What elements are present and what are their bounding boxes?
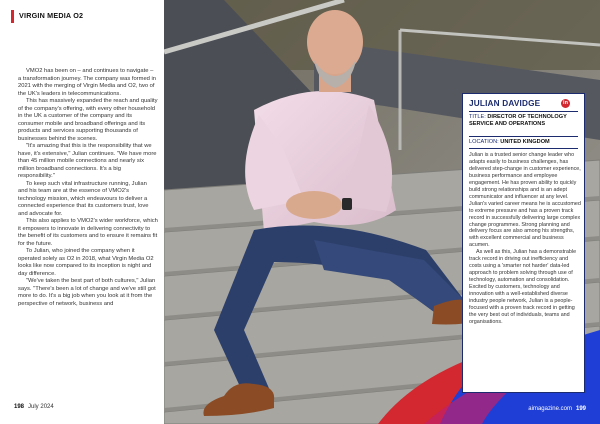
- folio-left: [14, 404, 54, 410]
- divider: [469, 111, 578, 112]
- title-key: TITLE:: [469, 114, 486, 120]
- article-paragraph: To keep such vital infrastructure running, Julian and his team are at the essence of VMO2's technology mission, which endeavours to deliver a connected experience that its customers trust, love and advocate for.: [18, 180, 149, 217]
- profile-bio: [469, 152, 581, 326]
- page-number: 199: [575, 406, 586, 412]
- location-value: UNITED KINGDOM: [500, 139, 550, 145]
- linkedin-icon[interactable]: in: [561, 99, 570, 108]
- site-url: aimagazine.com: [528, 406, 572, 412]
- article-body: [18, 68, 158, 308]
- section-accent-bar: [11, 10, 14, 23]
- left-page: [0, 0, 164, 424]
- article-paragraph: "It's amazing that this is the responsibility that we have, it's extensive," Julian continues. "We have more than 45 million mobile connections and nearly six million broadband connections. It's a big responsibility.": [18, 143, 157, 179]
- profile-location: [469, 139, 579, 146]
- article-paragraph: VMO2 has been on – and continues to navigate – a transformation journey. The company was formed in 2021 with the merging of Virgin Media and O2, two of the UK's leaders in telecommunications.: [18, 68, 157, 97]
- issue-date: July 2024: [28, 404, 54, 410]
- article-paragraph: To Julian, who joined the company when it operated solely as O2 in 2018, what Virgin Media O2 looks like now compared to its inception is night and day difference.: [18, 248, 154, 277]
- article-paragraph: This has massively expanded the reach and quality of the company's offering, with every other household in the UK a customer of the company and its consumer mobile and broadband offerings and its products and services supporting thousands of businesses behind the scenes.: [18, 98, 158, 142]
- divider: [469, 148, 578, 149]
- section-title: VIRGIN MEDIA O2: [19, 11, 84, 20]
- profile-title: [469, 114, 579, 128]
- profile-name: JULIAN DAVIDGE: [469, 99, 541, 108]
- profile-box: [462, 93, 585, 393]
- page-number: 198: [14, 404, 25, 410]
- title-value: DIRECTOR OF TECHNOLOGY SERVICE AND OPERATIONS: [469, 114, 567, 127]
- divider: [469, 136, 578, 137]
- location-key: LOCATION:: [469, 139, 499, 145]
- folio-right: [528, 406, 586, 412]
- bio-paragraph: Julian is a trusted senior change leader who adapts easily to business challenges, has delivered step-change in customer experience, business performance and employee engagement. He has proven ability to quickly build strong relationships and is an adept communicator and influencer at any level. Julian's varied career means he is accustomed to extreme pressure and has a proven track record in successfully delivering large complex change programmes. Strong planning and delivery focus are also among his strengths, with excellent commercial and business acumen.: [469, 152, 581, 249]
- article-paragraph: This also applies to VMO2's wider workforce, which it empowers to innovate in delivering connectivity to the benefit of its customers and to ensure it remains fit for the future.: [18, 218, 158, 247]
- bio-paragraph: As well as this, Julian has a demonstrable track record in driving out inefficiency and costs using a 'smarter not harder' data-led approach to problem solving through use of technology, automation and consolidation. Excited by customers, technology and innovation with a well-established diverse industry people network, Julian is a people-focused with a proven track record in getting the very best out of individuals, teams and organisations.: [469, 249, 577, 325]
- article-paragraph: "We've taken the best part of both cultures," Julian says. "There's been a lot of change and we've still got more to do. It's a big job when you look at it from the perspective of network, business and: [18, 278, 156, 307]
